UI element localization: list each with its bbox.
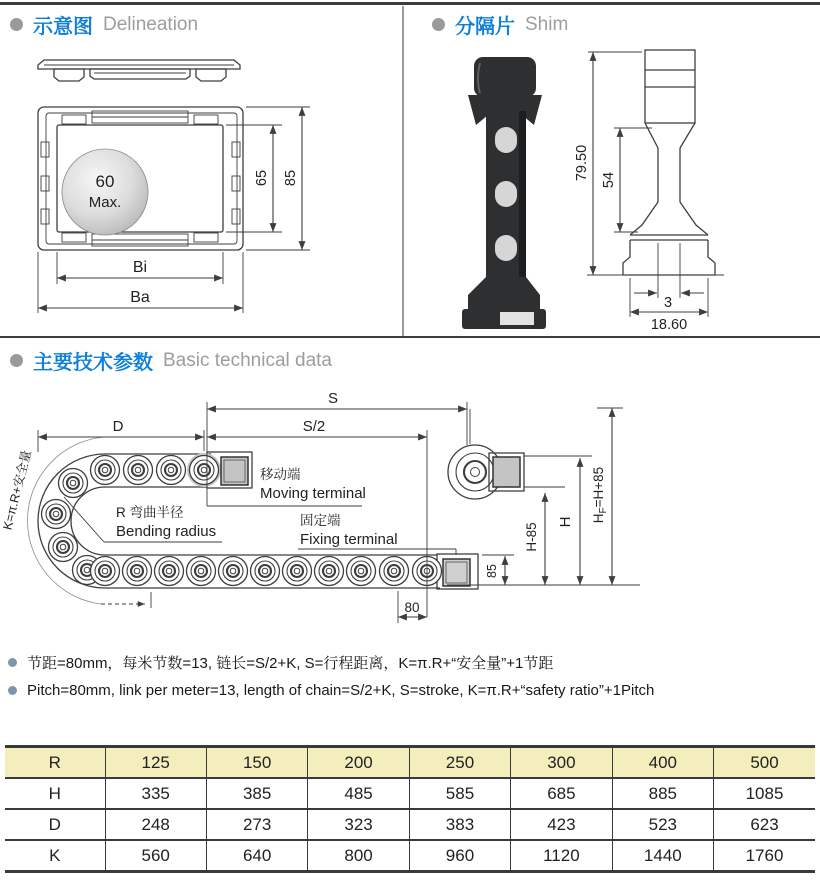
dim-s-half-label: S/2 [302, 418, 326, 435]
dim-mid-height: 54 [601, 171, 617, 189]
cell: 640 [206, 840, 307, 872]
row-label-h: H [5, 778, 105, 809]
bullet-icon [8, 686, 17, 695]
bending-radius-label-en: Bending radius [116, 523, 217, 540]
dim-h-label: H [557, 516, 574, 528]
cell: 383 [409, 809, 510, 840]
table-row-r [5, 747, 815, 779]
cell: 585 [409, 778, 510, 809]
ball-diameter-label: 60 [95, 172, 115, 191]
table-row-h [5, 778, 815, 809]
technical-data-table [5, 745, 815, 873]
shim-title-zh: 分隔片 [455, 16, 515, 38]
bullet-icon [10, 18, 23, 31]
technical-notes [8, 652, 812, 708]
cell: 485 [308, 778, 409, 809]
cell: 248 [105, 809, 206, 840]
cell: 250 [409, 747, 510, 779]
note-text-zh: 节距=80mm，每米节数=13, 链长=S/2+K, S=行程距离，K=π.R+“安全量”+1节距 [27, 655, 554, 672]
cover-strip [38, 60, 240, 81]
max-cable-ball [62, 149, 148, 235]
detached-moving-terminal [448, 445, 592, 499]
ball-max-label: Max. [88, 194, 122, 211]
cell: 523 [612, 809, 713, 840]
dim-inner-width: Bi [132, 259, 148, 276]
shim-dimensions [574, 52, 724, 333]
shim-profile-drawing [623, 50, 715, 275]
cell: 150 [206, 747, 307, 779]
cell: 1085 [714, 778, 815, 809]
cell: 960 [409, 840, 510, 872]
cell: 423 [511, 809, 612, 840]
fixing-terminal-label-zh: 固定端 [300, 513, 341, 528]
cell: 125 [105, 747, 206, 779]
row-label-r: R [5, 747, 105, 779]
shim-heading [432, 10, 568, 39]
dim-d-label: D [112, 418, 124, 435]
technical-title-en: Basic technical data [163, 349, 332, 371]
fixing-terminal-underline [298, 549, 456, 555]
note-line-zh [8, 652, 812, 673]
cell: 335 [105, 778, 206, 809]
cell: 500 [714, 747, 815, 779]
cell: 685 [511, 778, 612, 809]
shim-title-en: Shim [525, 13, 569, 35]
delineation-title-zh: 示意图 [33, 16, 93, 38]
table-row-d [5, 809, 815, 840]
cell: 385 [206, 778, 307, 809]
technical-heading [10, 346, 332, 375]
row-label-k: K [5, 840, 105, 872]
note-line-en [8, 682, 812, 699]
cell: 200 [308, 747, 409, 779]
cell: 400 [612, 747, 713, 779]
k-formula-label: K=π.R+安全量 [0, 448, 34, 532]
cell: 1440 [612, 840, 713, 872]
note-text-en: Pitch=80mm, link per meter=13, length of chain=S/2+K, S=stroke, K=π.R+“safety ratio”+1Pitch [27, 682, 655, 699]
bending-radius-label-zh: R 弯曲半径 [116, 505, 184, 520]
cell: 800 [308, 840, 409, 872]
dim-s-label: S [327, 390, 339, 407]
bullet-icon [10, 354, 23, 367]
shim-drawing [402, 45, 820, 337]
moving-terminal-label-zh: 移动端 [260, 467, 301, 482]
table-row-k [5, 840, 815, 872]
dim-outer-height: 85 [283, 169, 299, 187]
delineation-heading [10, 10, 198, 39]
dim-hf-label: $H_F=H+85$ [591, 466, 609, 524]
dim-outer-width: Ba [130, 289, 150, 306]
cell: 273 [206, 809, 307, 840]
dim-h-minus-label: H-85 [524, 522, 539, 552]
shim-3d-render [462, 57, 546, 329]
dim-inner-height: 65 [254, 169, 270, 187]
cell: 300 [511, 747, 612, 779]
delineation-drawing [0, 50, 402, 335]
dim-85-label: 85 [485, 564, 499, 578]
technical-title-zh: 主要技术参数 [33, 352, 153, 374]
cell: 1120 [511, 840, 612, 872]
dim-base-width: 18.60 [650, 317, 688, 333]
moving-terminal-label-en: Moving terminal [260, 485, 366, 502]
cell: 885 [612, 778, 713, 809]
delineation-title-en: Delineation [103, 13, 199, 35]
technical-diagram [0, 385, 820, 652]
cell: 623 [714, 809, 815, 840]
fixing-terminal [437, 554, 478, 589]
dim-total-height: 79.50 [574, 144, 590, 182]
dim-80-label: 80 [404, 600, 420, 615]
cell: 560 [105, 840, 206, 872]
cell: 323 [308, 809, 409, 840]
cell: 1760 [714, 840, 815, 872]
row-label-d: D [5, 809, 105, 840]
top-divider [0, 2, 820, 5]
bullet-icon [8, 658, 17, 667]
bullet-icon [432, 18, 445, 31]
dim-thickness: 3 [663, 295, 673, 311]
fixing-terminal-label-en: Fixing terminal [300, 531, 398, 548]
